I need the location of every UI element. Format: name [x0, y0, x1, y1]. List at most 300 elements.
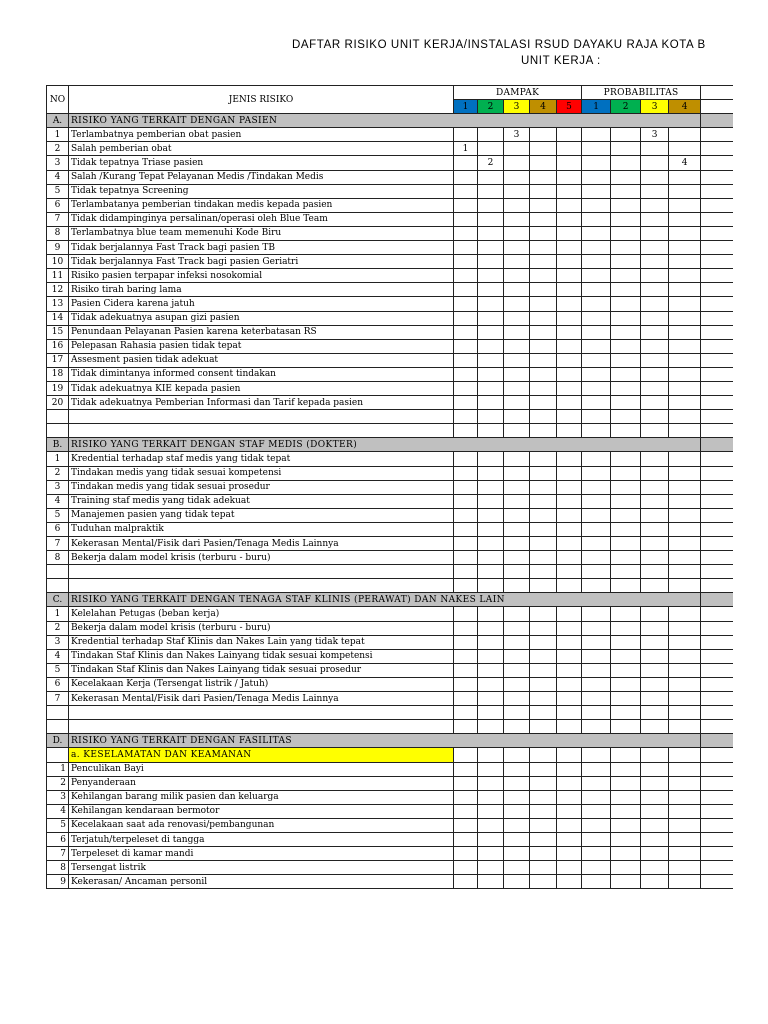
- dampak-cell: [504, 551, 530, 565]
- dampak-cell: [504, 241, 530, 255]
- probabilitas-cell: [582, 706, 611, 720]
- probabilitas-cell: [641, 677, 669, 691]
- dampak-cell: [557, 142, 582, 156]
- row-edge: [701, 325, 733, 339]
- dampak-cell: [504, 255, 530, 269]
- probabilitas-cell: 3: [641, 128, 669, 142]
- dampak-cell: [454, 635, 478, 649]
- probabilitas-cell: [641, 565, 669, 579]
- row-number: 7: [47, 847, 69, 861]
- probabilitas-cell: [582, 128, 611, 142]
- dampak-cell: [478, 410, 504, 424]
- dampak-cell: [530, 480, 557, 494]
- section-title: RISIKO YANG TERKAIT DENGAN STAF MEDIS (DOKTER): [69, 438, 701, 452]
- probabilitas-cell: [669, 410, 701, 424]
- row-number: 6: [47, 832, 69, 846]
- probabilitas-cell: [641, 762, 669, 776]
- row-number: 4: [47, 170, 69, 184]
- probabilitas-cell: [669, 142, 701, 156]
- row-number: 5: [47, 818, 69, 832]
- row-number: 19: [47, 381, 69, 395]
- probabilitas-cell: [641, 635, 669, 649]
- dampak-cell: [454, 396, 478, 410]
- risk-description: Risiko pasien terpapar infeksi nosokomial: [69, 269, 454, 283]
- dampak-cell: [478, 367, 504, 381]
- dampak-cell: [454, 466, 478, 480]
- row-number: 6: [47, 677, 69, 691]
- probabilitas-cell: [641, 720, 669, 734]
- table-row: [47, 452, 733, 466]
- row-edge: [701, 593, 733, 607]
- probabilitas-cell: [611, 269, 641, 283]
- probabilitas-cell: [582, 184, 611, 198]
- probabilitas-cell: [582, 410, 611, 424]
- dampak-cell: [530, 579, 557, 593]
- dampak-cell: [478, 128, 504, 142]
- dampak-cell: [478, 804, 504, 818]
- probabilitas-cell: [582, 861, 611, 875]
- probabilitas-cell: [641, 818, 669, 832]
- probabilitas-cell: [669, 339, 701, 353]
- row-edge: [701, 579, 733, 593]
- probabilitas-cell: [582, 607, 611, 621]
- probabilitas-cell: [611, 677, 641, 691]
- row-edge: [701, 720, 733, 734]
- dampak-cell: [504, 339, 530, 353]
- dampak-cell: [454, 663, 478, 677]
- probabilitas-cell: [669, 621, 701, 635]
- probabilitas-cell: [611, 508, 641, 522]
- dampak-cell: [557, 875, 582, 889]
- probabilitas-cell: [611, 832, 641, 846]
- probabilitas-cell: [582, 269, 611, 283]
- probabilitas-cell: [582, 804, 611, 818]
- row-number: [47, 706, 69, 720]
- probabilitas-cell: [582, 241, 611, 255]
- dampak-cell: [557, 579, 582, 593]
- dampak-cell: [478, 297, 504, 311]
- risk-description: [69, 424, 454, 438]
- probabilitas-cell: [611, 241, 641, 255]
- table-row: [47, 466, 733, 480]
- header-probabilitas: PROBABILITAS: [582, 86, 701, 100]
- risk-description: Pasien Cidera karena jatuh: [69, 297, 454, 311]
- probabilitas-cell: [611, 692, 641, 706]
- probabilitas-cell: [582, 692, 611, 706]
- dampak-cell: [530, 663, 557, 677]
- table-row: [47, 480, 733, 494]
- row-edge: [701, 156, 733, 170]
- header-jenis-risiko: JENIS RISIKO: [69, 86, 454, 114]
- probabilitas-cell: [669, 269, 701, 283]
- probabilitas-cell: [611, 396, 641, 410]
- risk-description: Tidak dimintanya informed consent tindakan: [69, 367, 454, 381]
- probabilitas-cell: [582, 790, 611, 804]
- dampak-cell: [557, 551, 582, 565]
- table-row: [47, 156, 733, 170]
- dampak-cell: [504, 790, 530, 804]
- table-row: [47, 353, 733, 367]
- probabilitas-cell: [611, 381, 641, 395]
- probabilitas-cell: [611, 522, 641, 536]
- row-edge: [701, 438, 733, 452]
- table-row: [47, 635, 733, 649]
- blank-row: [47, 579, 733, 593]
- dampak-cell: [530, 875, 557, 889]
- dampak-cell: [557, 410, 582, 424]
- dampak-cell: [478, 790, 504, 804]
- risk-description: Tindakan Staf Klinis dan Nakes Lainyang tidak sesuai prosedur: [69, 663, 454, 677]
- dampak-cell: [504, 325, 530, 339]
- probabilitas-cell: [641, 325, 669, 339]
- probabilitas-cell: [582, 381, 611, 395]
- dampak-level-5: 5: [557, 100, 582, 114]
- probabilitas-cell: [582, 522, 611, 536]
- dampak-cell: [478, 776, 504, 790]
- row-edge: [701, 283, 733, 297]
- probabilitas-cell: [641, 607, 669, 621]
- dampak-cell: [530, 466, 557, 480]
- dampak-cell: [454, 762, 478, 776]
- probabilitas-cell: [641, 875, 669, 889]
- row-edge: [701, 692, 733, 706]
- probabilitas-cell: [582, 466, 611, 480]
- row-number: 1: [47, 452, 69, 466]
- dampak-cell: [478, 226, 504, 240]
- probabilitas-cell: [611, 480, 641, 494]
- dampak-cell: [504, 283, 530, 297]
- dampak-cell: [478, 452, 504, 466]
- dampak-cell: [557, 537, 582, 551]
- probabilitas-cell: [582, 635, 611, 649]
- dampak-cell: [454, 184, 478, 198]
- row-number: 4: [47, 494, 69, 508]
- row-edge: [701, 226, 733, 240]
- dampak-cell: [530, 551, 557, 565]
- row-number: 3: [47, 790, 69, 804]
- header-edge: [701, 100, 733, 114]
- row-number: 12: [47, 283, 69, 297]
- row-edge: [701, 170, 733, 184]
- probabilitas-cell: [641, 367, 669, 381]
- dampak-cell: [454, 607, 478, 621]
- header-edge: [701, 86, 733, 100]
- dampak-cell: [530, 706, 557, 720]
- table-row: [47, 396, 733, 410]
- row-number: 1: [47, 607, 69, 621]
- probabilitas-cell: [611, 353, 641, 367]
- dampak-cell: [504, 297, 530, 311]
- dampak-cell: 1: [454, 142, 478, 156]
- probabilitas-cell: [641, 692, 669, 706]
- probabilitas-cell: [641, 452, 669, 466]
- dampak-cell: [557, 381, 582, 395]
- probabilitas-cell: [582, 762, 611, 776]
- dampak-cell: [557, 565, 582, 579]
- blank-row: [47, 424, 733, 438]
- dampak-cell: [557, 466, 582, 480]
- dampak-cell: [557, 226, 582, 240]
- risk-description: Kecelakaan Kerja (Tersengat listrik / Jatuh): [69, 677, 454, 691]
- risk-description: Training staf medis yang tidak adekuat: [69, 494, 454, 508]
- table-row: [47, 818, 733, 832]
- probabilitas-cell: [582, 847, 611, 861]
- dampak-cell: [504, 410, 530, 424]
- risk-description: Kekerasan Mental/Fisik dari Pasien/Tenaga Medis Lainnya: [69, 692, 454, 706]
- row-edge: [701, 212, 733, 226]
- dampak-cell: [454, 381, 478, 395]
- dampak-cell: [454, 508, 478, 522]
- probabilitas-cell: [611, 776, 641, 790]
- dampak-cell: [454, 565, 478, 579]
- probabilitas-cell: [669, 325, 701, 339]
- dampak-cell: [478, 494, 504, 508]
- probabilitas-cell: [611, 255, 641, 269]
- probabilitas-cell: [611, 748, 641, 762]
- dampak-cell: [478, 508, 504, 522]
- dampak-cell: [557, 790, 582, 804]
- dampak-cell: [454, 649, 478, 663]
- probabilitas-cell: [669, 537, 701, 551]
- dampak-cell: [504, 663, 530, 677]
- dampak-cell: [454, 692, 478, 706]
- dampak-cell: [454, 424, 478, 438]
- row-number: 1: [47, 762, 69, 776]
- dampak-cell: [454, 170, 478, 184]
- dampak-cell: [530, 607, 557, 621]
- dampak-cell: [454, 452, 478, 466]
- dampak-cell: [454, 226, 478, 240]
- table-row: [47, 537, 733, 551]
- risk-description: Salah pemberian obat: [69, 142, 454, 156]
- unit-kerja-label: UNIT KERJA :: [521, 55, 601, 67]
- probabilitas-cell: [669, 565, 701, 579]
- dampak-cell: [478, 424, 504, 438]
- dampak-cell: [478, 269, 504, 283]
- row-edge: [701, 452, 733, 466]
- blank-row: [47, 706, 733, 720]
- dampak-cell: [478, 353, 504, 367]
- risk-description: [69, 410, 454, 424]
- dampak-cell: 3: [504, 128, 530, 142]
- row-number: 7: [47, 212, 69, 226]
- row-edge: [701, 353, 733, 367]
- probabilitas-cell: [641, 494, 669, 508]
- probabilitas-cell: [669, 212, 701, 226]
- probabilitas-cell: [641, 621, 669, 635]
- row-edge: [701, 790, 733, 804]
- row-number: 4: [47, 649, 69, 663]
- probabilitas-cell: [611, 311, 641, 325]
- dampak-cell: [478, 184, 504, 198]
- dampak-cell: [557, 184, 582, 198]
- dampak-cell: [478, 748, 504, 762]
- row-edge: [701, 818, 733, 832]
- dampak-cell: [530, 522, 557, 536]
- probabilitas-cell: [669, 847, 701, 861]
- probabilitas-cell: [582, 311, 611, 325]
- dampak-cell: [478, 522, 504, 536]
- probabilitas-cell: [582, 621, 611, 635]
- dampak-cell: [530, 156, 557, 170]
- dampak-cell: [557, 212, 582, 226]
- dampak-cell: [557, 297, 582, 311]
- dampak-cell: [557, 396, 582, 410]
- probabilitas-cell: [669, 184, 701, 198]
- dampak-cell: [504, 184, 530, 198]
- probabilitas-cell: [641, 579, 669, 593]
- row-number: 2: [47, 776, 69, 790]
- dampak-cell: [454, 748, 478, 762]
- dampak-cell: [504, 621, 530, 635]
- probabilitas-cell: [669, 170, 701, 184]
- row-edge: [701, 381, 733, 395]
- dampak-cell: [504, 565, 530, 579]
- dampak-cell: [557, 269, 582, 283]
- dampak-cell: [454, 367, 478, 381]
- table-row: [47, 367, 733, 381]
- probabilitas-cell: [669, 297, 701, 311]
- probabilitas-cell: [611, 452, 641, 466]
- dampak-cell: [504, 226, 530, 240]
- row-edge: [701, 128, 733, 142]
- dampak-cell: [504, 269, 530, 283]
- probabilitas-cell: [582, 170, 611, 184]
- probabilitas-cell: [582, 198, 611, 212]
- dampak-cell: [454, 776, 478, 790]
- dampak-cell: [454, 212, 478, 226]
- dampak-cell: [530, 311, 557, 325]
- dampak-cell: [557, 283, 582, 297]
- dampak-cell: [557, 861, 582, 875]
- dampak-cell: [557, 494, 582, 508]
- probabilitas-cell: [641, 156, 669, 170]
- dampak-cell: [530, 128, 557, 142]
- probabilitas-cell: [641, 311, 669, 325]
- row-edge: [701, 297, 733, 311]
- dampak-cell: [478, 255, 504, 269]
- row-edge: [701, 635, 733, 649]
- probabilitas-cell: [582, 776, 611, 790]
- probabilitas-cell: [641, 142, 669, 156]
- row-number: 3: [47, 635, 69, 649]
- probabilitas-cell: [641, 776, 669, 790]
- dampak-cell: [504, 762, 530, 776]
- probabilitas-cell: 4: [669, 156, 701, 170]
- risk-description: Salah /Kurang Tepat Pelayanan Medis /Tindakan Medis: [69, 170, 454, 184]
- row-number: 1: [47, 128, 69, 142]
- dampak-cell: [530, 565, 557, 579]
- dampak-cell: [504, 677, 530, 691]
- dampak-cell: [504, 522, 530, 536]
- probabilitas-cell: [611, 142, 641, 156]
- probabilitas-cell: [582, 832, 611, 846]
- table-row: [47, 339, 733, 353]
- probabilitas-cell: [669, 748, 701, 762]
- dampak-cell: [530, 818, 557, 832]
- dampak-cell: [478, 677, 504, 691]
- row-number: 3: [47, 156, 69, 170]
- probabilitas-cell: [669, 396, 701, 410]
- dampak-cell: [504, 156, 530, 170]
- probabilitas-cell: [669, 551, 701, 565]
- row-edge: [701, 649, 733, 663]
- table-row: [47, 522, 733, 536]
- row-edge: [701, 466, 733, 480]
- header-no: NO: [47, 86, 69, 114]
- probabilitas-cell: [669, 720, 701, 734]
- probabilitas-cell: [611, 621, 641, 635]
- row-number: 3: [47, 480, 69, 494]
- probabilitas-cell: [582, 283, 611, 297]
- probabilitas-cell: [582, 677, 611, 691]
- probabilitas-cell: [669, 790, 701, 804]
- risk-description: Assesment pasien tidak adekuat: [69, 353, 454, 367]
- row-edge: [701, 677, 733, 691]
- dampak-cell: [504, 649, 530, 663]
- dampak-cell: [454, 537, 478, 551]
- row-edge: [701, 424, 733, 438]
- dampak-cell: [504, 706, 530, 720]
- probabilitas-cell: [582, 297, 611, 311]
- risk-description: Kelelahan Petugas (beban kerja): [69, 607, 454, 621]
- dampak-cell: [454, 198, 478, 212]
- row-number: 6: [47, 522, 69, 536]
- dampak-cell: [530, 226, 557, 240]
- probabilitas-cell: [669, 861, 701, 875]
- dampak-cell: [530, 297, 557, 311]
- dampak-cell: [557, 353, 582, 367]
- risk-description: Tindakan Staf Klinis dan Nakes Lainyang tidak sesuai kompetensi: [69, 649, 454, 663]
- dampak-cell: [478, 861, 504, 875]
- dampak-cell: [530, 381, 557, 395]
- row-edge: [701, 734, 733, 748]
- row-edge: [701, 410, 733, 424]
- dampak-cell: [504, 381, 530, 395]
- probabilitas-cell: [582, 649, 611, 663]
- probabilitas-cell: [669, 522, 701, 536]
- risk-description: Kredential terhadap Staf Klinis dan Nakes Lain yang tidak tepat: [69, 635, 454, 649]
- probabilitas-cell: [582, 565, 611, 579]
- probabilitas-cell: [669, 353, 701, 367]
- probabilitas-cell: [611, 663, 641, 677]
- probabilitas-cell: [582, 424, 611, 438]
- dampak-cell: [530, 452, 557, 466]
- probabilitas-cell: [669, 480, 701, 494]
- dampak-cell: 2: [478, 156, 504, 170]
- dampak-cell: [530, 692, 557, 706]
- dampak-cell: [557, 311, 582, 325]
- risk-description: Terlambatnya blue team memenuhi Kode Biru: [69, 226, 454, 240]
- risk-description: Bekerja dalam model krisis (terburu - buru): [69, 551, 454, 565]
- section-code: C.: [47, 593, 69, 607]
- row-edge: [701, 114, 733, 128]
- row-number: 8: [47, 226, 69, 240]
- table-row: [47, 677, 733, 691]
- table-row: [47, 663, 733, 677]
- row-number: 15: [47, 325, 69, 339]
- table-row: [47, 508, 733, 522]
- row-number: 7: [47, 537, 69, 551]
- row-edge: [701, 241, 733, 255]
- probabilitas-cell: [641, 861, 669, 875]
- risk-description: [69, 720, 454, 734]
- dampak-cell: [504, 818, 530, 832]
- row-edge: [701, 255, 733, 269]
- row-edge: [701, 776, 733, 790]
- dampak-cell: [478, 565, 504, 579]
- dampak-cell: [454, 847, 478, 861]
